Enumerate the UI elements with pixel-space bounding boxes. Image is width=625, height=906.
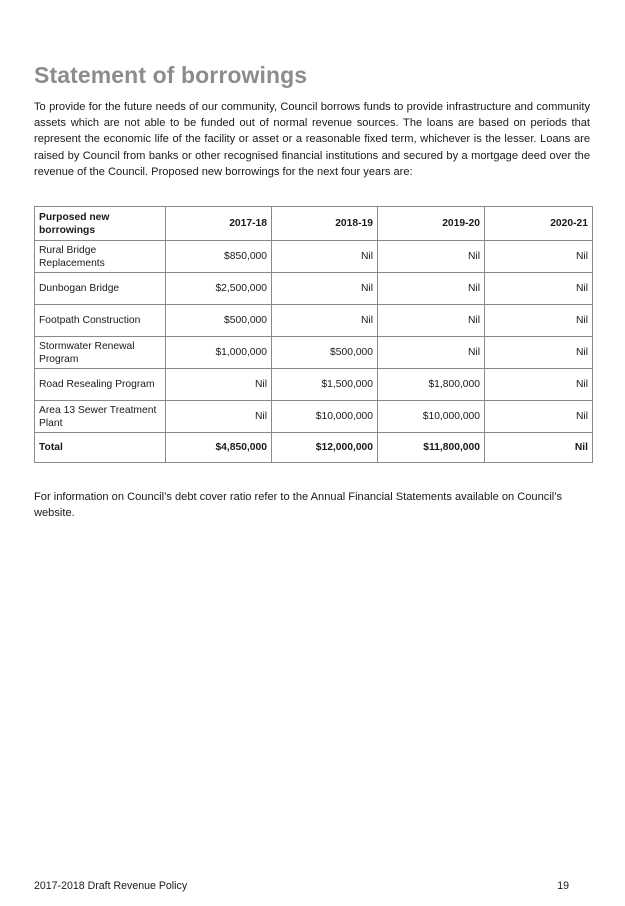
- table-row: [35, 369, 593, 401]
- cell-value: Nil: [378, 273, 485, 305]
- table-total-row: [35, 433, 593, 463]
- cell-value: Nil: [485, 401, 593, 433]
- cell-value: Nil: [485, 337, 593, 369]
- table-row: [35, 273, 593, 305]
- header-cell: 2020-21: [485, 207, 593, 241]
- header-cell: Purposed new borrowings: [35, 207, 166, 241]
- row-label: Stormwater Renewal Program: [35, 337, 166, 369]
- table-row: [35, 337, 593, 369]
- cell-value: $2,500,000: [166, 273, 272, 305]
- intro-paragraph: To provide for the future needs of our community, Council borrows funds to provide infrastructure and community assets which are not able to be funded out of normal revenue sources. The loans are based on periods that represent the economic life of the facility or asset or a reasonable fixed term, whichever is the lesser. Loans are raised by Council from banks or other recognised financial institutions and secured by a mortgage deed over the revenue of the Council. Proposed new borrowings for the next four years are:: [34, 101, 590, 178]
- table-row: [35, 305, 593, 337]
- cell-value: Nil: [166, 369, 272, 401]
- header-cell: 2019-20: [378, 207, 485, 241]
- cell-value: Nil: [378, 241, 485, 273]
- row-label: Dunbogan Bridge: [35, 273, 166, 305]
- cell-value: $500,000: [272, 337, 378, 369]
- page-heading: Statement of borrowings: [34, 62, 308, 88]
- total-value: $4,850,000: [166, 433, 272, 463]
- cell-value: Nil: [485, 369, 593, 401]
- cell-value: $1,800,000: [378, 369, 485, 401]
- total-value: $11,800,000: [378, 433, 485, 463]
- cell-value: Nil: [485, 241, 593, 273]
- footer-title: 2017-2018 Draft Revenue Policy: [34, 880, 188, 892]
- cell-value: $1,000,000: [166, 337, 272, 369]
- borrowings-table: [34, 206, 593, 463]
- row-label: Area 13 Sewer Treatment Plant: [35, 401, 166, 433]
- cell-value: $850,000: [166, 241, 272, 273]
- row-label: Footpath Construction: [35, 305, 166, 337]
- cell-value: $10,000,000: [378, 401, 485, 433]
- cell-value: Nil: [166, 401, 272, 433]
- header-cell: 2018-19: [272, 207, 378, 241]
- table-row: [35, 241, 593, 273]
- table-row: [35, 401, 593, 433]
- total-value: Nil: [485, 433, 593, 463]
- cell-value: Nil: [272, 273, 378, 305]
- total-value: $12,000,000: [272, 433, 378, 463]
- outro-paragraph: For information on Council’s debt cover ratio refer to the Annual Financial Statements available on Council’s website.: [34, 491, 563, 520]
- cell-value: Nil: [485, 305, 593, 337]
- page-number: 19: [557, 880, 569, 892]
- cell-value: Nil: [272, 241, 378, 273]
- table-header-row: [35, 207, 593, 241]
- header-cell: 2017-18: [166, 207, 272, 241]
- cell-value: $10,000,000: [272, 401, 378, 433]
- row-label: Rural Bridge Replacements: [35, 241, 166, 273]
- total-label: Total: [35, 433, 166, 463]
- cell-value: $1,500,000: [272, 369, 378, 401]
- cell-value: Nil: [378, 337, 485, 369]
- cell-value: Nil: [378, 305, 485, 337]
- cell-value: Nil: [272, 305, 378, 337]
- cell-value: Nil: [485, 273, 593, 305]
- cell-value: $500,000: [166, 305, 272, 337]
- row-label: Road Resealing Program: [35, 369, 166, 401]
